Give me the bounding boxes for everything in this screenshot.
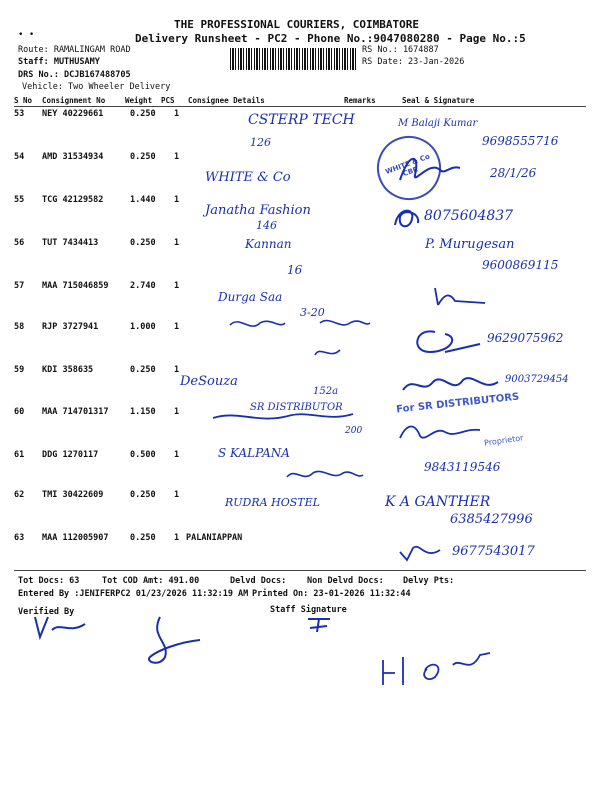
handwritten-consignee: SR DISTRIBUTOR bbox=[250, 402, 343, 413]
delvd-docs: Delvd Docs: bbox=[230, 576, 287, 586]
verified-by: Verified By bbox=[18, 607, 75, 617]
handwritten-phone: 9629075962 bbox=[487, 331, 564, 345]
staff-signature-label: Staff Signature bbox=[270, 605, 347, 615]
staff-initials bbox=[305, 614, 335, 636]
handwritten-consignee: Janatha Fashion bbox=[205, 203, 311, 218]
handwritten-consignee: Kannan bbox=[245, 237, 292, 251]
sno: 63 bbox=[14, 533, 25, 543]
signature-scribble bbox=[398, 370, 503, 400]
consignment-no: RJP 3727941 bbox=[42, 322, 99, 332]
sno: 62 bbox=[14, 490, 25, 500]
consignment-no: KDI 358635 bbox=[42, 365, 94, 375]
handwritten-consignee: DeSouza bbox=[180, 374, 238, 389]
handwritten-phone: 6385427996 bbox=[450, 512, 533, 527]
staff-signature bbox=[140, 612, 210, 672]
sno: 57 bbox=[14, 281, 25, 291]
handwritten-signature: K A GANTHER bbox=[385, 494, 491, 510]
vehicle-label: Vehicle: Two Wheeler Delivery bbox=[22, 82, 171, 92]
signature-scribble bbox=[395, 540, 445, 565]
signature-scribble bbox=[395, 418, 485, 446]
handwritten-consignee: S KALPANA bbox=[218, 446, 290, 460]
rs-date: RS Date: 23-Jan-2026 bbox=[362, 57, 465, 67]
handwritten-consignee: 16 bbox=[287, 263, 303, 277]
route-label: Route: RAMALINGAM ROAD bbox=[18, 45, 131, 55]
strikethrough-scribble bbox=[208, 408, 358, 426]
handwritten-phone: 8075604837 bbox=[424, 208, 514, 224]
weight: 1.000 bbox=[130, 322, 156, 332]
weight: 0.250 bbox=[130, 365, 156, 375]
handwritten-phone: 9003729454 bbox=[505, 374, 569, 385]
bottom-signature bbox=[375, 635, 495, 690]
non-delvd-docs: Non Delvd Docs: bbox=[307, 576, 384, 586]
consignment-no: TCG 42129582 bbox=[42, 195, 104, 205]
consignment-no: MAA 715046859 bbox=[42, 281, 109, 291]
pcs: 1 bbox=[174, 238, 180, 248]
sno: 54 bbox=[14, 152, 25, 162]
tot-docs: Tot Docs: 63 bbox=[18, 576, 80, 586]
delvy-pts: Delvy Pts: bbox=[403, 576, 455, 586]
entered-by: Entered By :JENIFERPC2 01/23/2026 11:32:19 AM bbox=[18, 589, 249, 599]
consignment-no: NEY 40229661 bbox=[42, 109, 104, 119]
weight: 1.440 bbox=[130, 195, 156, 205]
staff-label: Staff: MUTHUSAMY bbox=[18, 57, 100, 67]
consignment-no: MAA 714701317 bbox=[42, 407, 109, 417]
consignment-no: TUT 7434413 bbox=[42, 238, 99, 248]
handwritten-consignee: 152a bbox=[313, 386, 339, 397]
col-remarks: Remarks bbox=[344, 96, 376, 105]
sno: 59 bbox=[14, 365, 25, 375]
col-sno: S No bbox=[14, 96, 33, 105]
pcs: 1 bbox=[174, 281, 180, 291]
sno: 53 bbox=[14, 109, 25, 119]
header-divider bbox=[14, 106, 586, 107]
sr-distributors-stamp: For SR DISTRIBUTORS bbox=[395, 391, 520, 416]
consignment-no: DDG 1270117 bbox=[42, 450, 99, 460]
handwritten-phone: 9600869115 bbox=[482, 258, 559, 272]
handwritten-date: 28/1/26 bbox=[490, 166, 537, 180]
pcs: 1 bbox=[174, 109, 180, 119]
footer-divider bbox=[14, 570, 586, 571]
col-pcs: PCS bbox=[161, 96, 175, 105]
tamil-scribble bbox=[225, 315, 375, 365]
col-seal-signature: Seal & Signature bbox=[402, 96, 475, 105]
pcs: 1 bbox=[174, 152, 180, 162]
pcs: 1 bbox=[174, 490, 180, 500]
weight: 0.250 bbox=[130, 533, 156, 543]
consignee-details: PALANIAPPAN bbox=[186, 533, 243, 543]
pcs: 1 bbox=[174, 195, 180, 205]
company-title: THE PROFESSIONAL COURIERS, COIMBATORE bbox=[174, 18, 420, 31]
handwritten-phone: 9677543017 bbox=[452, 544, 535, 559]
printed-on: Printed On: 23-01-2026 11:32:44 bbox=[252, 589, 411, 599]
handwritten-consignee: Durga Saa bbox=[218, 290, 283, 304]
pcs: 1 bbox=[174, 365, 180, 375]
handwritten-consignee: 200 bbox=[345, 426, 363, 436]
consignment-no: AMD 31534934 bbox=[42, 152, 104, 162]
weight: 0.250 bbox=[130, 490, 156, 500]
col-consignment: Consignment No bbox=[42, 96, 106, 105]
handwritten-consignee: RUDRA HOSTEL bbox=[225, 496, 320, 509]
weight: 2.740 bbox=[130, 281, 156, 291]
sno: 60 bbox=[14, 407, 25, 417]
handwritten-consignee: 146 bbox=[256, 219, 277, 232]
handwritten-consignee: 126 bbox=[250, 136, 271, 149]
weight: 0.250 bbox=[130, 238, 156, 248]
barcode bbox=[230, 48, 358, 70]
sno: 56 bbox=[14, 238, 25, 248]
verifier-signature bbox=[30, 612, 90, 642]
drs-label: DRS No.: DCJB167488705 bbox=[18, 70, 131, 80]
tot-cod-amt: Tot COD Amt: 491.00 bbox=[102, 576, 200, 586]
pcs: 1 bbox=[174, 407, 180, 417]
weight: 0.250 bbox=[130, 109, 156, 119]
rs-no: RS No.: 1674887 bbox=[362, 45, 439, 55]
tamil-scribble bbox=[285, 465, 365, 485]
pcs: 1 bbox=[174, 533, 180, 543]
handwritten-consignee: CSTERP TECH bbox=[248, 112, 355, 128]
col-weight: Weight bbox=[125, 96, 153, 105]
white-co-stamp: WHITE & Co CBE bbox=[368, 127, 450, 209]
weight: 0.250 bbox=[130, 152, 156, 162]
consignment-no: MAA 112005907 bbox=[42, 533, 109, 543]
handwritten-phone: 9698555716 bbox=[482, 134, 559, 148]
pcs: 1 bbox=[174, 322, 180, 332]
signature-scribble bbox=[395, 150, 465, 190]
weight: 0.500 bbox=[130, 450, 156, 460]
signature-scribble bbox=[430, 283, 490, 313]
handwritten-signature: P. Murugesan bbox=[425, 237, 515, 252]
sno: 61 bbox=[14, 450, 25, 460]
handwritten-phone: 9843119546 bbox=[424, 460, 501, 474]
col-consignee: Consignee Details bbox=[188, 96, 265, 105]
proprietor-stamp: Proprietor bbox=[483, 433, 524, 448]
handwritten-consignee: WHITE & Co bbox=[205, 170, 291, 185]
sno: 55 bbox=[14, 195, 25, 205]
pcs: 1 bbox=[174, 450, 180, 460]
corner-marks: • • bbox=[18, 30, 35, 40]
weight: 1.150 bbox=[130, 407, 156, 417]
signature-scribble bbox=[405, 322, 485, 360]
sno: 58 bbox=[14, 322, 25, 332]
handwritten-signature: M Balaji Kumar bbox=[398, 118, 478, 129]
handwritten-consignee: 3-20 bbox=[300, 306, 325, 319]
consignment-no: TMI 30422609 bbox=[42, 490, 104, 500]
signature-scribble bbox=[390, 205, 425, 233]
runsheet-subtitle: Delivery Runsheet - PC2 - Phone No.:9047080280 - Page No.:5 bbox=[135, 32, 526, 45]
